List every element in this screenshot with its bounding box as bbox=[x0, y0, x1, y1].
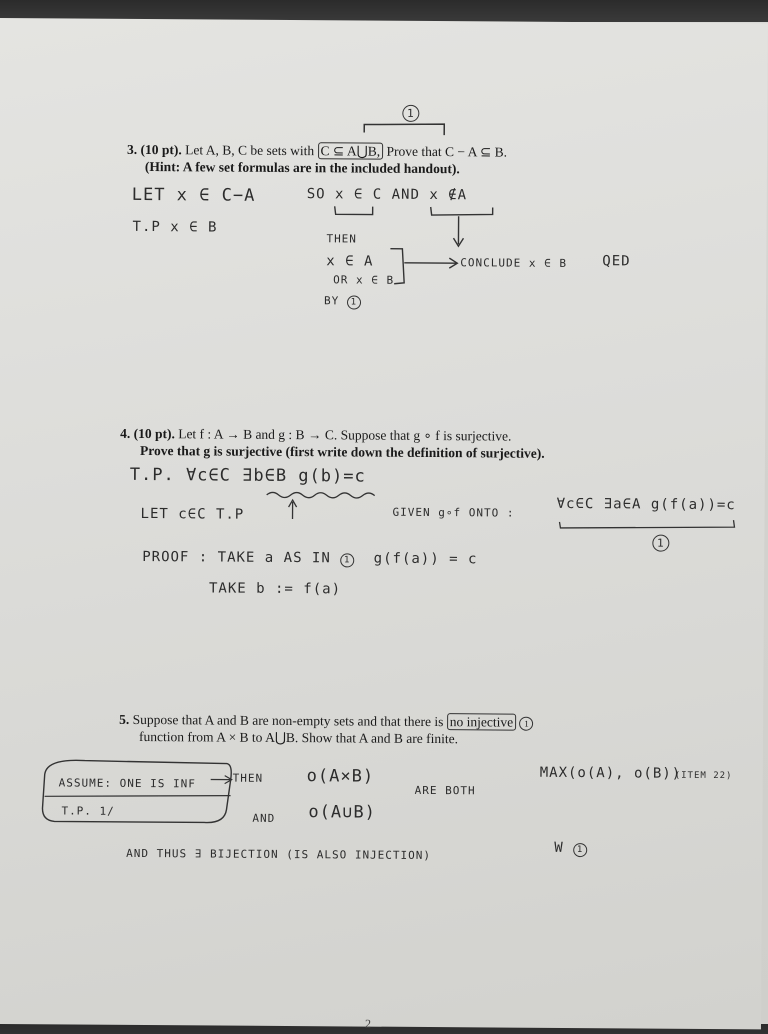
p3-x-in-a: x ∈ A bbox=[326, 253, 374, 270]
problem-5-line-2: function from A × B to A⋃B. Show that A and B are finite. bbox=[138, 728, 459, 747]
problem-3-hint: (Hint: A few set formulas are in the included handout). bbox=[144, 159, 460, 177]
exam-page bbox=[0, 18, 768, 1029]
p3-tp-line: T.P x ∈ B bbox=[132, 218, 218, 236]
p4-proof-ref: 1 bbox=[340, 553, 354, 567]
problem-5-boxed-phrase: no injective bbox=[447, 713, 516, 730]
p5-o-axb: o(A×B) bbox=[306, 766, 375, 787]
p3-conclude: CONCLUDE x ∈ B bbox=[460, 256, 568, 270]
p5-max: MAX(o(A), o(B)) bbox=[539, 764, 682, 782]
p3-by: BY bbox=[323, 294, 340, 308]
p4-tp-line: T.P. ∀c∈C ∃b∈B g(b)=c bbox=[129, 464, 366, 487]
problem-3-number: 3. bbox=[127, 141, 138, 157]
p4-let-line: LET c∈C T.P bbox=[140, 505, 245, 523]
problem-4-number: 4. bbox=[120, 425, 131, 441]
problem-3-text-a: Let A, B, C be sets with bbox=[185, 142, 315, 159]
p5-contra-mark: W bbox=[554, 839, 564, 856]
p4-given: GIVEN g∘f ONTO : bbox=[392, 505, 515, 520]
p5-are-both: ARE BOTH bbox=[414, 783, 476, 798]
p5-tp: T.P. 1/ bbox=[61, 804, 115, 818]
p4-proof-eq: g(f(a)) = c bbox=[373, 550, 478, 568]
problem-4-points: (10 pt). bbox=[133, 425, 175, 442]
p5-assume: ASSUME: ONE IS INF bbox=[58, 776, 196, 791]
problem-3-text-b: Prove that C − A ⊆ B. bbox=[386, 143, 508, 160]
p5-then: THEN bbox=[232, 771, 264, 785]
p5-contra-ref: 1 bbox=[573, 843, 587, 857]
problem-5-ink-strokes bbox=[0, 18, 768, 1029]
page-number: 2 bbox=[364, 1016, 372, 1031]
p3-by-ref: 1 bbox=[347, 295, 361, 309]
problem-5-text-a: Suppose that A and B are non-empty sets and that there is bbox=[132, 711, 444, 730]
p3-let-line: LET x ∈ C−A bbox=[131, 184, 256, 206]
problem-3-boxed-hypothesis: C ⊆ A⋃B, bbox=[318, 142, 384, 159]
problem-5-marker: 1 bbox=[519, 717, 533, 731]
problem-4-line-2: Prove that g is surjective (first write down the definition of surjective). bbox=[139, 442, 545, 461]
p4-proof: PROOF : TAKE a AS IN bbox=[142, 549, 331, 567]
p4-given-def: ∀c∈C ∃a∈A g(f(a))=c bbox=[556, 495, 736, 514]
problem-4-line-1-text: Let f : A → B and g : B → C. Suppose that g ∘ f is surjective. bbox=[178, 426, 512, 444]
p5-and: AND bbox=[252, 811, 276, 825]
problem-3-points: (10 pt). bbox=[140, 141, 182, 158]
p3-qed: QED bbox=[602, 253, 631, 270]
p3-so-line: SO x ∈ C AND x ∉A bbox=[306, 186, 468, 204]
p4-take-line: TAKE b := f(a) bbox=[208, 580, 342, 598]
p3-or-x-in-b: OR x ∈ B bbox=[333, 273, 395, 287]
problem-5-number: 5. bbox=[119, 711, 130, 727]
p4-given-ref: 1 bbox=[652, 535, 669, 552]
problem-3-circled-marker: 1 bbox=[402, 105, 419, 122]
p5-thus: AND THUS ∃ BIJECTION (IS ALSO INJECTION) bbox=[126, 846, 432, 863]
p5-item: (ITEM 22) bbox=[674, 770, 733, 782]
p3-then: THEN bbox=[326, 232, 358, 246]
p5-o-aub: o(A∪B) bbox=[308, 802, 376, 823]
